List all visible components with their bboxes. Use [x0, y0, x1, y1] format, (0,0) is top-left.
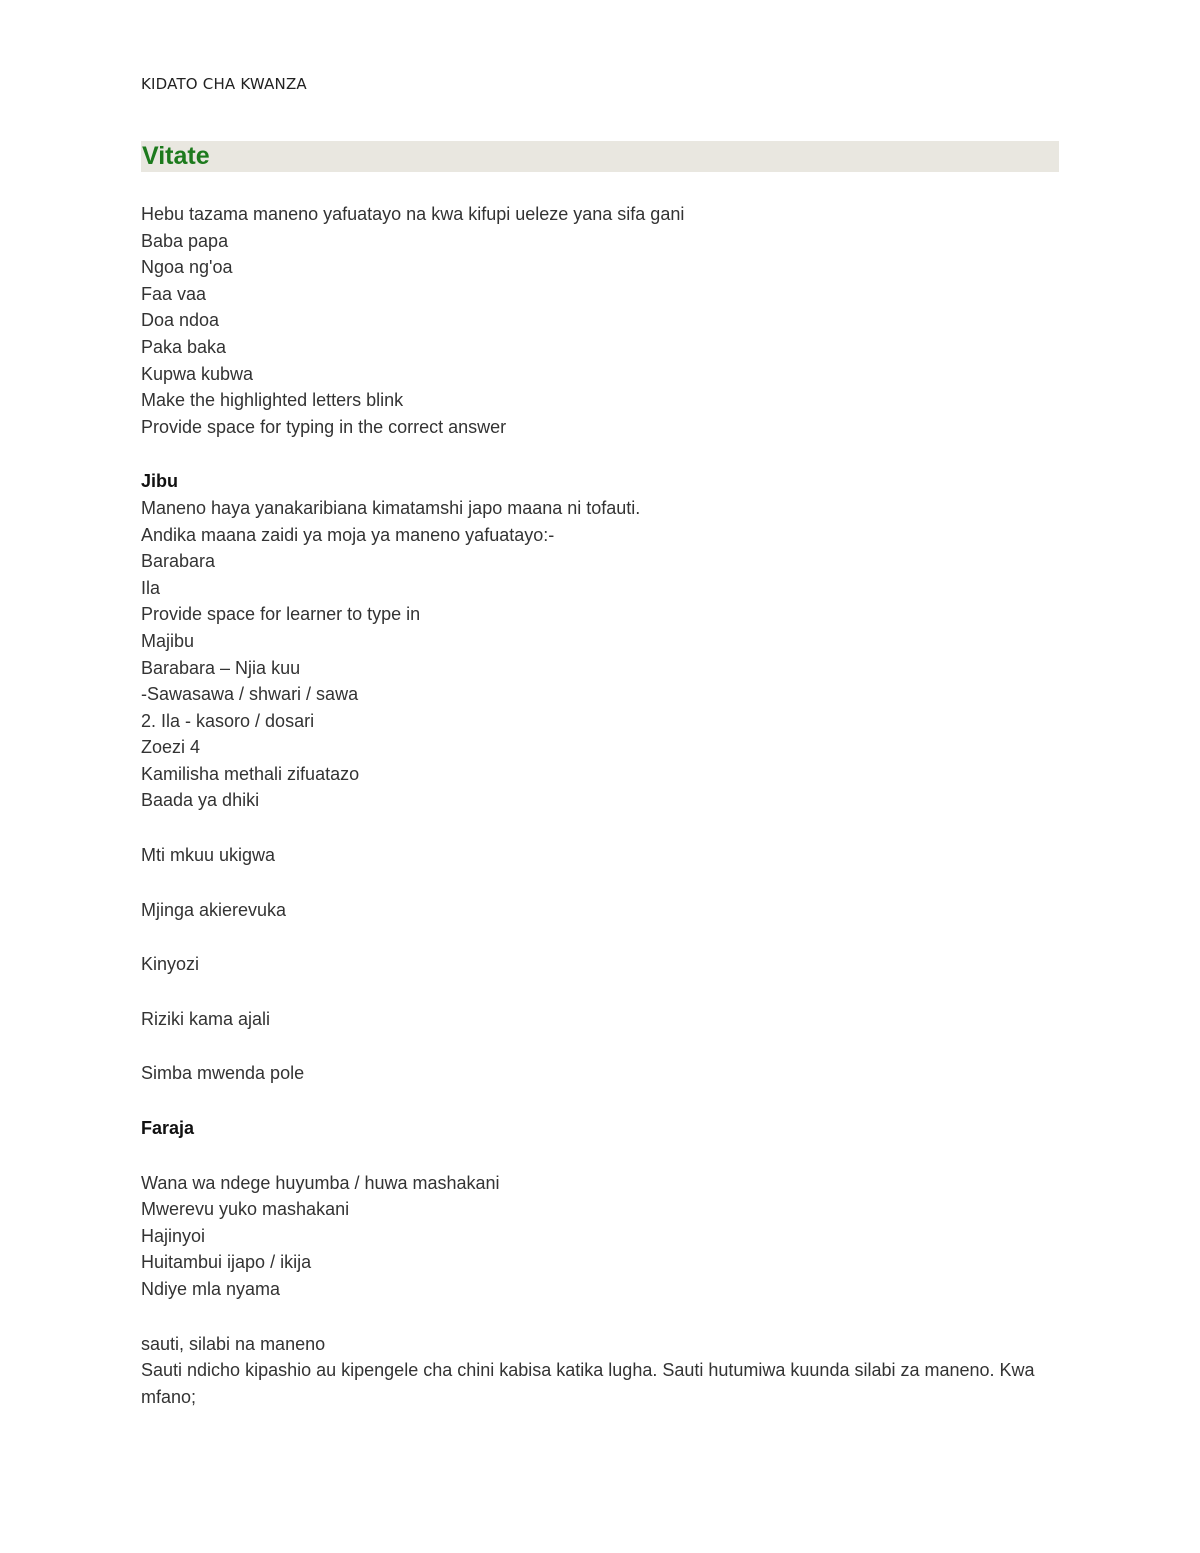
section-faraja [141, 1115, 1059, 1303]
text-line: Provide space for learner to type in [141, 604, 421, 625]
document-body [141, 201, 1059, 1410]
page-title: Vitate [142, 142, 210, 170]
text-line: Ila [141, 577, 161, 598]
text-line: -Sawasawa / shwari / sawa [141, 684, 359, 705]
text-line: Paka baka [141, 336, 227, 357]
text-line: Ndiye mla nyama [141, 1279, 281, 1299]
text-line: Hebu tazama maneno yafuatayo na kwa kifupi ueleze yana sifa gani [141, 204, 685, 224]
text-line: Make the highlighted letters blink [141, 390, 404, 411]
section-intro [141, 201, 1059, 440]
text-line: Andika maana zaidi ya moja ya maneno yafuatayo:- [141, 524, 555, 545]
text-line: Maneno haya yanakaribiana kimatamshi japo maana ni tofauti. [141, 497, 641, 518]
proverb-item: Simba mwenda pole [141, 1063, 305, 1084]
proverb-item: Mti mkuu ukigwa [141, 845, 276, 866]
text-line: Baada ya dhiki [141, 790, 260, 811]
text-paragraph: Sauti ndicho kipashio au kipengele cha chini kabisa katika lugha. Sauti hutumiwa kuunda silabi za maneno. Kwa mfano; [141, 1360, 1040, 1407]
text-line: Kupwa kubwa [141, 363, 254, 384]
proverb-item: Kinyozi [141, 954, 200, 975]
text-line: Baba papa [141, 230, 229, 251]
page-header: KIDATO CHA KWANZA [141, 75, 307, 93]
proverb-item: Mjinga akierevuka [141, 899, 287, 920]
text-line: Provide space for typing in the correct answer [141, 416, 507, 437]
text-line: Doa ndoa [141, 310, 220, 331]
text-line: Barabara – Njia kuu [141, 657, 301, 678]
text-line: Faa vaa [141, 283, 207, 304]
text-line: Huitambui ijapo / ikija [141, 1252, 312, 1273]
text-line: sauti, silabi na maneno [141, 1333, 326, 1354]
text-line: Kamilisha methali zifuatazo [141, 763, 360, 784]
section-sauti [141, 1331, 1059, 1411]
section-jibu [141, 468, 1059, 814]
text-line: Majibu [141, 630, 195, 651]
jibu-heading: Jibu [141, 471, 179, 492]
text-line: Ngoa ng'oa [141, 257, 233, 278]
text-line: Wana wa ndege huyumba / huwa mashakani [141, 1172, 500, 1193]
text-line: 2. Ila - kasoro / dosari [141, 710, 315, 731]
proverb-item: Riziki kama ajali [141, 1008, 271, 1029]
title-bar [141, 141, 1059, 172]
section-methali [141, 842, 1059, 1087]
text-line: Mwerevu yuko mashakani [141, 1199, 350, 1220]
text-line: Zoezi 4 [141, 737, 201, 758]
text-line: Barabara [141, 551, 216, 572]
faraja-heading: Faraja [141, 1118, 195, 1139]
text-line: Hajinyoi [141, 1225, 206, 1246]
